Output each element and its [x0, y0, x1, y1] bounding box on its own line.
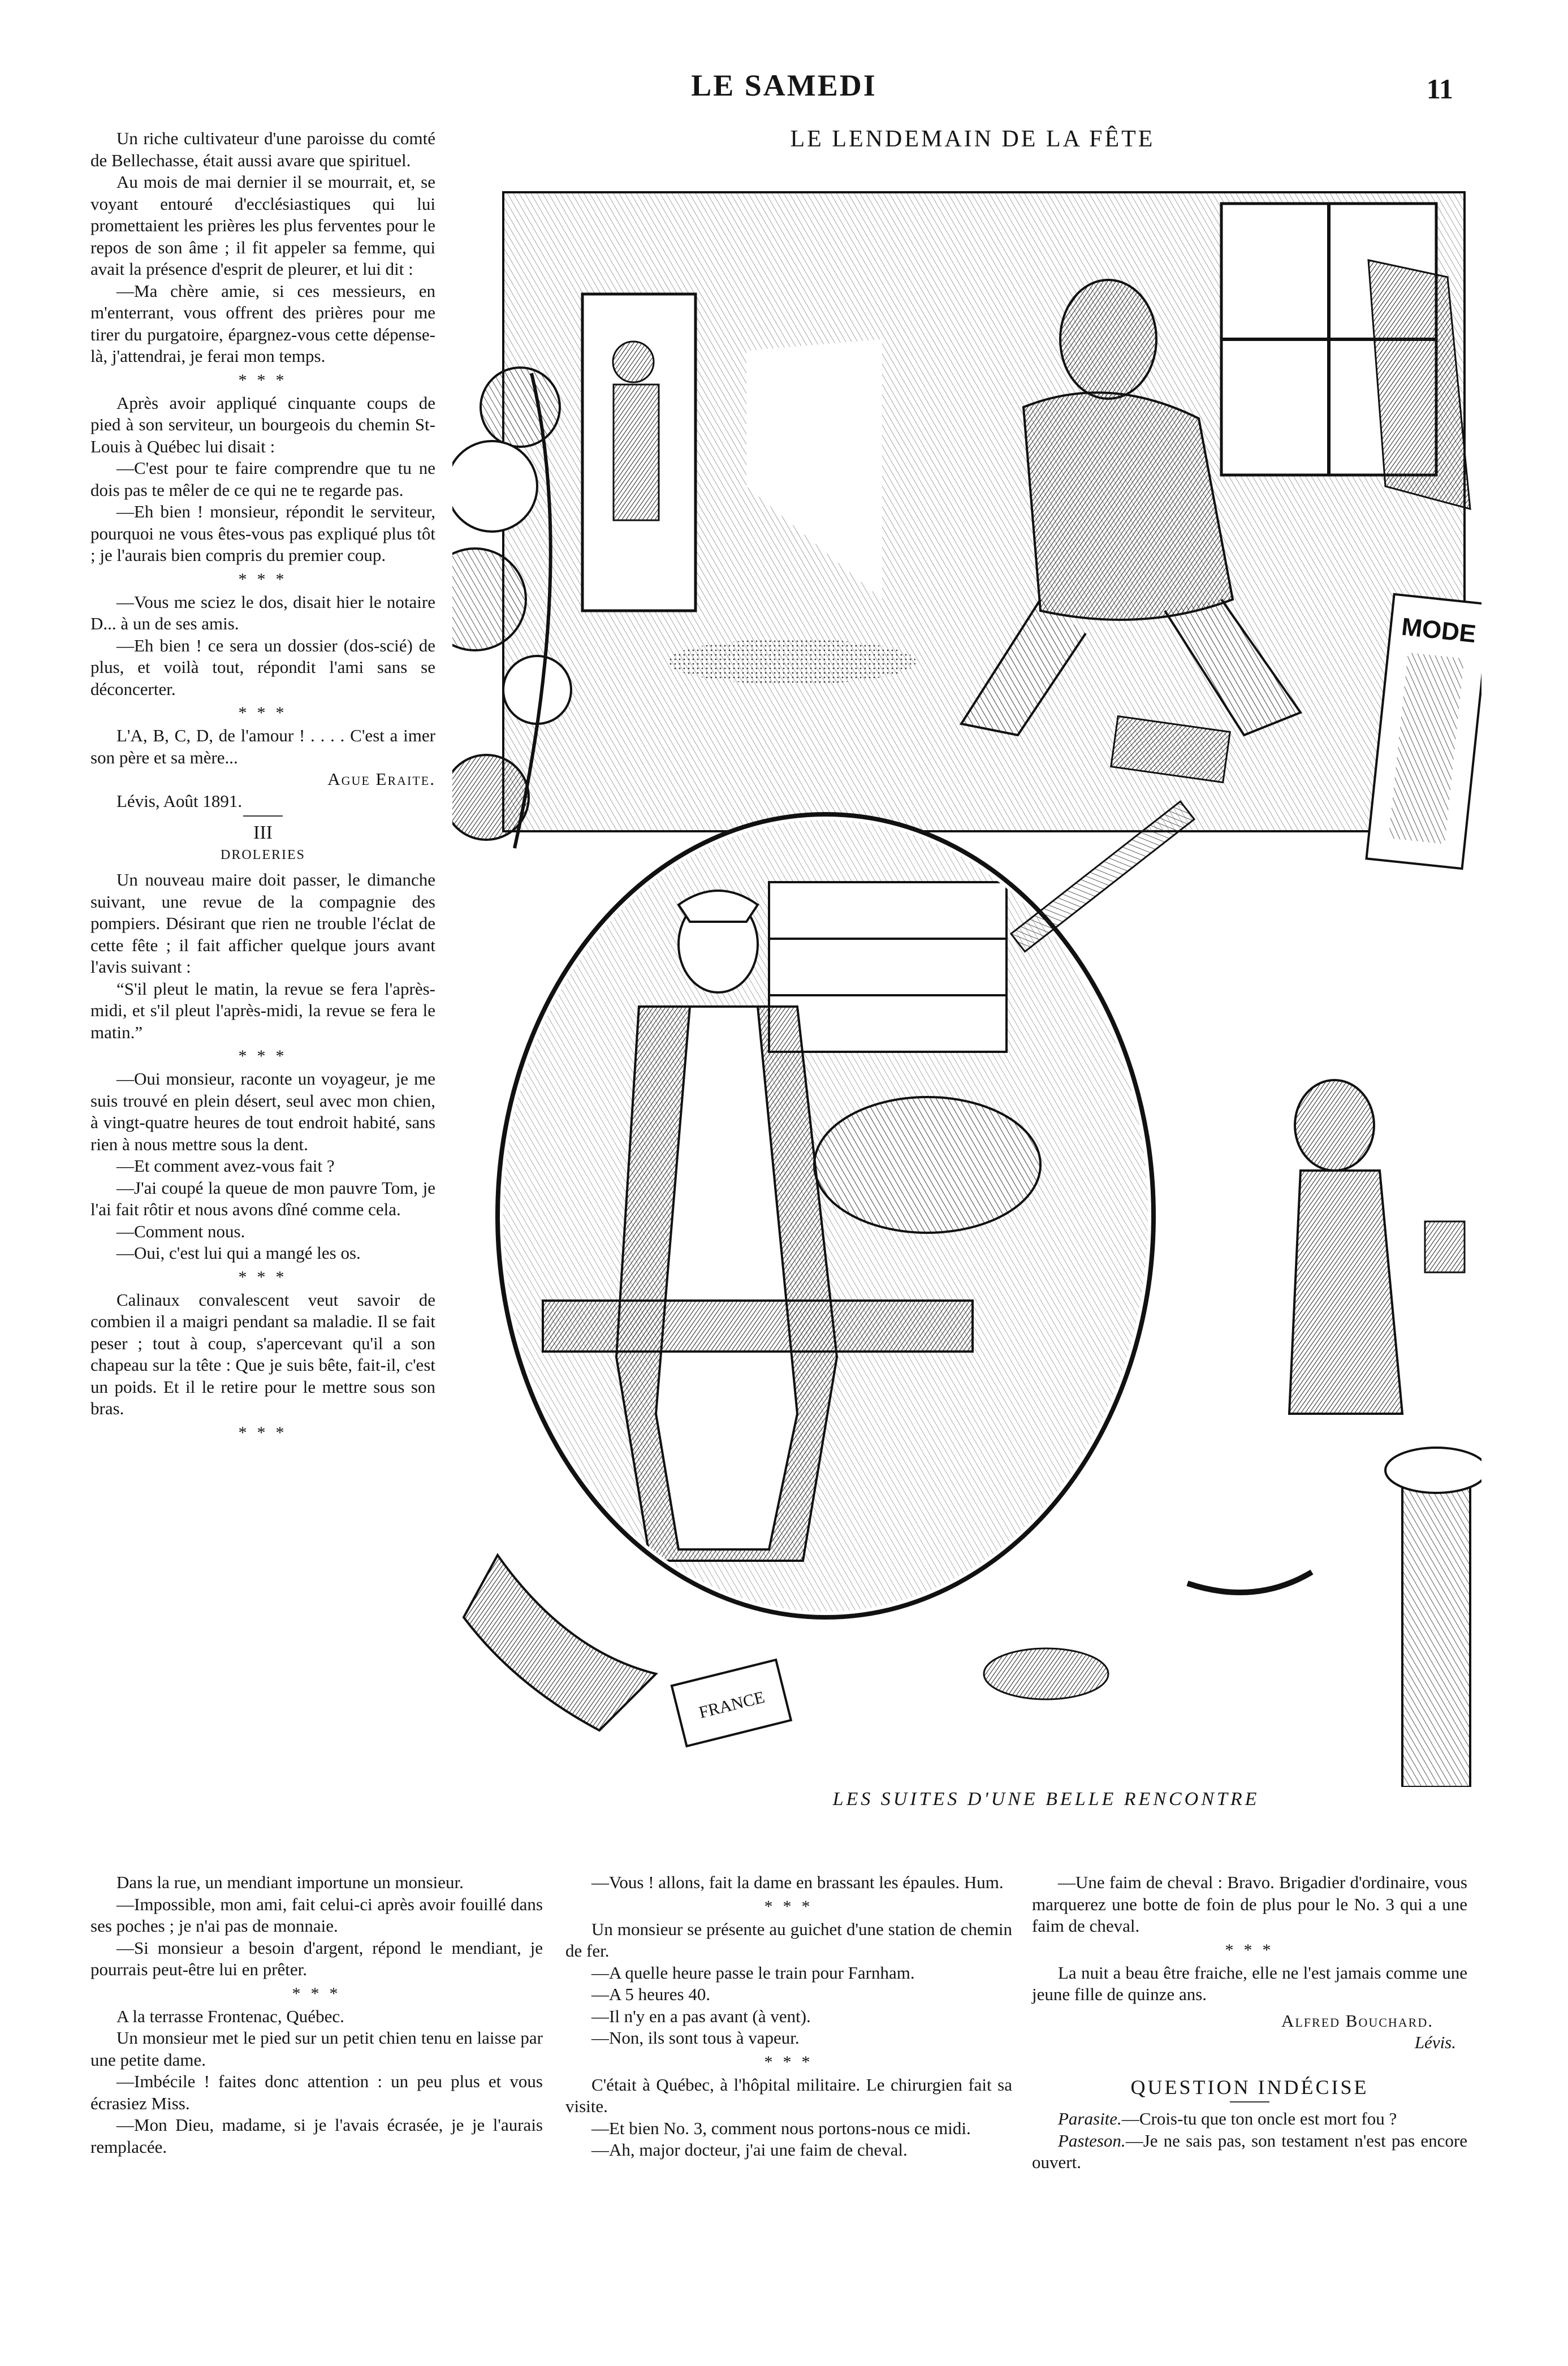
- story-paragraph: —J'ai coupé la queue de mon pauvre Tom, je l'ai fait rôtir et nous avons dîné comme cela.: [90, 1177, 435, 1219]
- story-paragraph: —Et bien No. 3, comment nous portons-nous ce midi.: [591, 2118, 971, 2138]
- author-signature: Alfred Bouchard.: [1281, 2010, 1433, 2031]
- section-title: QUESTION INDÉCISE: [1130, 2075, 1369, 2099]
- bottom-left-column: [90, 1872, 543, 2158]
- story-paragraph: —Oui monsieur, raconte un voyageur, je me suis trouvé en plein désert, seul avec mon chien, à vingt-quatre heures de tout endroit habité, sans rien à nous mettre sous la dent.: [90, 1069, 435, 1154]
- story-paragraph: —Non, ils sont tous à vapeur.: [591, 2028, 800, 2048]
- story-paragraph: Un nouveau maire doit passer, le dimanche suivant, une revue de la compagnie des pompiers. Désirant que rien ne trouble l'éclat de cette fête ; il fait afficher quelque jours avant l'avis suivant :: [90, 870, 435, 977]
- story-paragraph: —A 5 heures 40.: [591, 1984, 711, 2004]
- story-paragraph: Un monsieur met le pied sur un petit chien tenu en laisse par une petite dame.: [90, 2028, 543, 2070]
- story-paragraph: —Ma chère amie, si ces messieurs, en m'enterrant, vous offrent des prières pour me tirer du purgatoire, épargnez-vous cette dépense-là, j'attendrai, je ferai mon temps.: [90, 280, 435, 366]
- separator-stars: * * *: [764, 1897, 814, 1916]
- story-paragraph: —Oui, c'est lui qui a mangé les os.: [116, 1243, 361, 1263]
- france-card: [672, 1660, 791, 1746]
- story-paragraph: L'A, B, C, D, de l'amour ! . . . . C'est a imer son père et sa mère...: [90, 726, 435, 767]
- separator-stars: * * *: [1225, 1940, 1275, 1959]
- author-signature: Ague Eraite.: [327, 769, 435, 789]
- story-paragraph: —Impossible, mon ami, fait celui-ci après avoir fouillé dans ses poches ; je n'ai pas de monnaie.: [90, 1894, 543, 1936]
- separator-stars: * * *: [238, 569, 288, 589]
- bottom-middle-column: [565, 1872, 1012, 2161]
- engraving-svg: [452, 170, 1481, 1787]
- illustration-caption: LES SUITES D'UNE BELLE RENCONTRE: [832, 1789, 1260, 1810]
- mode-sign-text: MODE: [1400, 612, 1478, 649]
- story-paragraph: Calinaux convalescent veut savoir de combien il a maigri pendant sa maladie. Il se fait peser ; tout à coup, s'apercevant qu'il a son chapeau sur la tête : Que je suis bête, fait-il, c'est un poids. Et il le retire pour le mettre sous son bras.: [90, 1289, 435, 1418]
- dialogue-text: —Je ne sais pas, son testament n'est pas encore ouvert.: [1032, 2130, 1467, 2172]
- story-paragraph: —Eh bien ! monsieur, répondit le serviteur, pourquoi ne vous êtes-vous pas expliqué plus tôt ; je l'aurais bien compris du premier coup.: [90, 502, 435, 565]
- story-paragraph: —Imbécile ! faites donc attention : un peu plus et vous écrasiez Miss.: [90, 2071, 543, 2113]
- story-paragraph: —Vous ! allons, fait la dame en brassant les épaules. Hum.: [591, 1872, 1004, 1892]
- separator-stars: * * *: [292, 1984, 342, 2003]
- story-paragraph: —Et comment avez-vous fait ?: [116, 1156, 335, 1176]
- separator-stars: * * *: [764, 2052, 814, 2071]
- story-paragraph: —Si monsieur a besoin d'argent, répond le mendiant, je pourrais peut-être lui en prêter.: [90, 1937, 543, 1979]
- bottom-right-column: [1032, 1872, 1467, 2174]
- story-paragraph: —Comment nous.: [116, 1221, 245, 1241]
- story-paragraph: —Vous me sciez le dos, disait hier le notaire D... à un de ses amis.: [90, 592, 435, 633]
- story-paragraph: —A quelle heure passe le train pour Farnham.: [591, 1962, 915, 1983]
- engraving-illustration: [452, 170, 1481, 1787]
- place-name: Lévis.: [1414, 2032, 1456, 2052]
- page-number: 11: [1426, 73, 1453, 105]
- place-date: Lévis, Août 1891.: [116, 791, 243, 811]
- divider: [1230, 2101, 1269, 2102]
- story-paragraph: Un riche cultivateur d'une paroisse du comté de Bellechasse, était aussi avare que spirituel.: [90, 128, 435, 170]
- dialogue-line: [1032, 2130, 1467, 2174]
- separator-stars: * * *: [238, 703, 288, 722]
- separator-stars: * * *: [238, 1267, 288, 1286]
- story-paragraph: Au mois de mai dernier il se mourrait, et, se voyant entouré d'ecclésiastiques qui lui promettaient les prières les plus ferventes pour le repos de son âme ; il fit appeler sa femme, qui avait la présence d'esprit de pleurer, et lui dit :: [90, 172, 435, 279]
- story-paragraph: Dans la rue, un mendiant importune un monsieur.: [116, 1872, 464, 1892]
- story-paragraph: La nuit a beau être fraiche, elle ne l'est jamais comme une jeune fille de quinze ans.: [1032, 1962, 1467, 2004]
- story-paragraph: A la terrasse Frontenac, Québec.: [116, 2006, 344, 2026]
- story-paragraph: Un monsieur se présente au guichet d'une station de chemin de fer.: [565, 1919, 1012, 1961]
- story-paragraph: “S'il pleut le matin, la revue se fera l'après-midi, et s'il pleut l'après-midi, la revue se fera le matin.”: [90, 978, 435, 1042]
- section-number: III: [253, 822, 273, 843]
- left-column: [90, 128, 435, 1445]
- story-paragraph: —Ah, major docteur, j'ai une faim de cheval.: [591, 2140, 908, 2160]
- illustration-title: LE LENDEMAIN DE LA FÊTE: [790, 126, 1155, 152]
- dialogue-line: [1032, 2108, 1467, 2130]
- upper-room-scene: [503, 192, 1481, 869]
- oval-medallion: [464, 801, 1194, 1730]
- speaker-name: Pasteson.: [1058, 2130, 1126, 2151]
- story-paragraph: —Mon Dieu, madame, si je l'avais écrasée, je je l'aurais remplacée.: [90, 2115, 543, 2157]
- separator-stars: * * *: [238, 370, 288, 390]
- france-card-text: FRANCE: [697, 1687, 767, 1722]
- story-paragraph: —Eh bien ! ce sera un dossier (dos-scié) de plus, et voilà tout, répondit l'ami sans se déconcerter.: [90, 635, 435, 699]
- dialogue-text: —Crois-tu que ton oncle est mort fou ?: [1121, 2109, 1397, 2128]
- story-paragraph: Après avoir appliqué cinquante coups de pied à son serviteur, un bourgeois du chemin St-Louis à Québec lui disait :: [90, 392, 435, 456]
- story-paragraph: C'était à Québec, à l'hôpital militaire. Le chirurgien fait sa visite.: [565, 2074, 1012, 2116]
- story-paragraph: —Il n'y en a pas avant (à vent).: [591, 2006, 811, 2026]
- separator-stars: * * *: [238, 1047, 288, 1065]
- speaker-name: Parasite.: [1058, 2109, 1122, 2128]
- section-title: DROLERIES: [221, 847, 305, 862]
- divider: [243, 815, 283, 817]
- story-paragraph: —C'est pour te faire comprendre que tu ne dois pas te mêler de ce qui ne te regarde pas.: [90, 458, 435, 500]
- story-paragraph: —Une faim de cheval : Bravo. Brigadier d'ordinaire, vous marquerez une botte de foin de plus pour le No. 3 qui a une faim de cheval.: [1032, 1872, 1467, 1936]
- separator-stars: * * *: [238, 1423, 288, 1442]
- right-side-figure: [1289, 1080, 1481, 1787]
- newspaper-title: LE SAMEDI: [691, 68, 877, 102]
